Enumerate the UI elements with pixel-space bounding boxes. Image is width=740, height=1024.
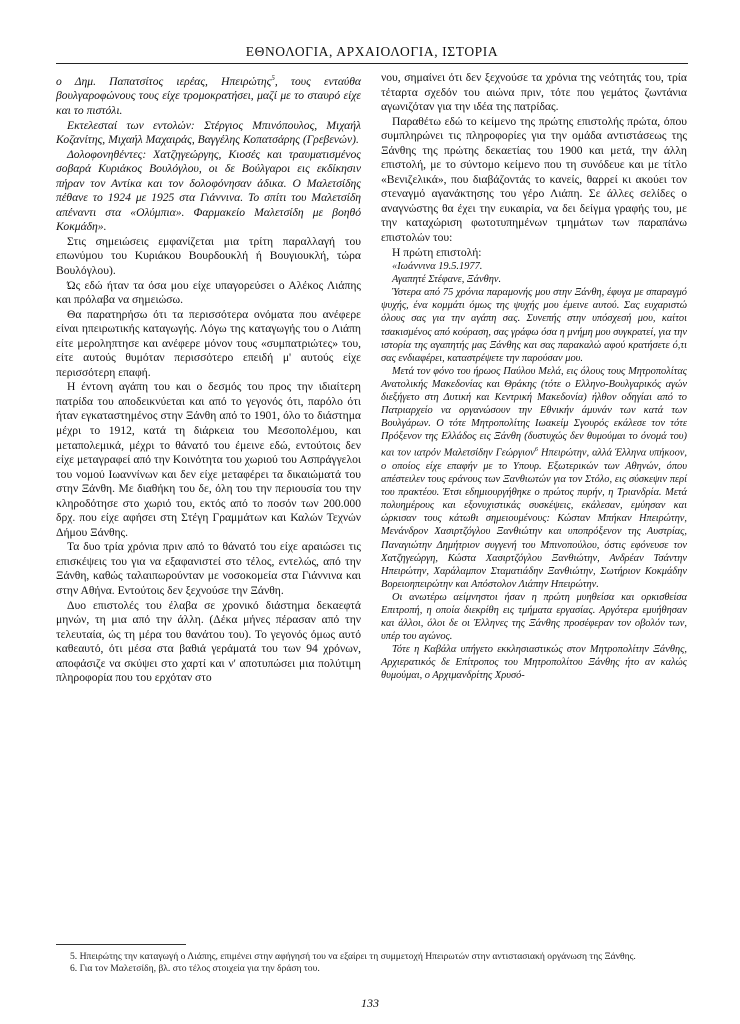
paragraph: Στις σημειώσεις εμφανίζεται μια τρίτη παραλλαγή του επωνύμου του Κυριάκου Βουρδουκλή ή Βουγιουκλή, τώρα Βουλόγλου). <box>56 234 361 277</box>
header-rule <box>56 63 688 64</box>
paragraph: Δολοφονηθέντες: Χατζηγεώργης, Κιοσές και τραυματισμένος σοβαρά Κυριάκος Βουλόγλου, οι δε Βούλγαροι εις εκδίκησιν πήραν τον Αντίκα και τον δολοφόνησαν άδικα. Ο Μαλετσίδης πέθανε το 1924 με 1925 στα Γιάννινα. Το σπίτι του Μαλετσίδη απέναντι στα «Ολύμπια». Φαρμακείο Μαλετσίδη με βοηθό Κοκμάδη». <box>56 147 361 234</box>
footnote: 6. Για τον Μαλετσίδη, βλ. στο τέλος στοιχεία για την δράση του. <box>70 963 320 975</box>
letter-salutation: Αγαπητέ Στέφανε, Ξάνθην. <box>392 274 502 286</box>
paragraph: Θα παρατηρήσω ότι τα περισσότερα ονόματα που ανέφερε είναι ηπειρωτικής καταγωγής. Λόγω της καταγωγής του ο Λιάπη είτε μεροληπτησε και ανέφερε μόνον τους «συμπατριώτες» του, είτε αυτούς θυμόταν περισσότερο επειδή μ' αυτούς είχε περισσότερη επαφή. <box>56 307 361 379</box>
paragraph: Δυο επιστολές του έλαβα σε χρονικό διάστημα δεκαεφτά μηνών, τη μια από την άλλη. (Δέκα μήνες πέρασαν από την τελευταία, ώς τη μέρα του θανάτου του). Το γεγονός όμως αυτό καθεαυτό, ότι μέσα στα βαθιά γεράματά του των 94 χρόνων, αποφάσιζε να σκύψει στο χαρτί και ν' αποτυπώσει μια πολύτιμη πληροφορία που του ερχόταν στο <box>56 598 361 685</box>
paragraph: Παραθέτω εδώ το κείμενο της πρώτης επιστολής πρώτα, όπου συμπληρώνει τις πληροφορίες για την ομάδα αντιστάσεως της Ξάνθης της πρώτης δεκαετίας του 1900 και μετά, την άλλη επιστολή, με το σύντομο κείμενο που τη συνόδευε και με τίτλο «Βενιζελικά», που διαβάζοντάς το κανείς, θαρρεί κι ακούει τον στεναγμό αγανάκτησης του γέρο Λιάπη. Σε άλλες σελίδες ο αναγνώστης θα έχει την ευκαιρία, να δει δείγμα γραφής του, με την καταχώριση φωτοτυπημένων τμημάτων των παραπάνω επιστολών του: <box>381 114 687 245</box>
left-column <box>56 71 361 686</box>
letter-date: «Ιωάννινα 19.5.1977. <box>392 261 483 273</box>
letter-paragraph: Οι ανωτέρω αείμνηστοι ήσαν η πρώτη μυηθείσα και ορκισθείσα Επιτροπή, η οποία διεκρίθη εις τμήματα εργασίας. Αργότερα εμυήθησαν και άλλοι, όλοι δε οι Έλληνες της Ξάνθης προσέφεραν τον οβολόν των, υπέρ του αγώνος. <box>381 591 687 643</box>
footnote: 5. Ηπειρώτης την καταγωγή ο Λιάπης, επιμένει στην αφήγησή του να εξαίρει τη συμμετοχή Ηπειρωτών στην αντιστασιακή οργάνωση της Ξάνθης. <box>70 951 636 962</box>
running-header: ΕΘΝΟΛΟΓΙΑ, ΑΡΧΑΙΟΛΟΓΙΑ, ΙΣΤΟΡΙΑ <box>245 44 499 59</box>
right-column <box>381 71 687 683</box>
paragraph: Εκτελεσταί των εντολών: Στέργιος Μπινόπουλος, Μιχαήλ Κοζανίτης, Μιχαήλ Μαχαιράς, Βαγγέλης Κοπατσάρης (Γρεβενών). <box>56 118 361 147</box>
paragraph: Η έντονη αγάπη του και ο δεσμός του προς την ιδιαίτερη πατρίδα του αποδεικνύεται και από το γεγονός ότι, παρόλο ότι ήταν εγκαταστημένος στην Ξάνθη από το 1901, όλο το διάστημα μέχρι το 1912, κατά τη διάρκεια του Μεσοπολέμου, και μεταπολεμικά, μέχρι το θάνατό του έμεινε εδώ, εντούτοις δεν είχε μεταγραφεί από την Κοινότητα του χωριού του Ασπράγγελοι του νομού Ιωαννίνων και δεν είχε μεταφέρει τα δικαιώματά του στην Ξάνθη. Με διαθήκη του δε, όλη του την περιουσία του την κληροδότησε στο χωριό του, εκτός από το ποσόν των 200.000 δρχ. που είχε αφήσει στη Στέγη Γραμμάτων και Καλών Τεχνών Δήμου Ξάνθης. <box>56 380 361 539</box>
letter-paragraph: Ύστερα από 75 χρόνια παραμονής μου στην Ξάνθη, έφυγα με σπαραγμό ψυχής, ένα κομμάτι όμως της ψυχής μου έμεινε αυτού. Σας ευχαριστώ όλους σας για την αγάπη σας. Συνεπής στην υπόσχεσή μου, καίτοι τσακισμένος από κούραση, σας γράφω όσα η μνήμη μου συγκρατεί, για την ιστορία της αγαπητής μας Ξάνθης και σας παρακαλώ αφού κρατήσετε ό,τι σας ενδιαφέρει, καταστρέψετε την παρούσαν μου. <box>381 287 687 364</box>
paragraph: Ώς εδώ ήταν τα όσα μου είχε υπαγορεύσει ο Αλέκος Λιάπης και πρόλαβα να σημειώσω. <box>56 278 361 307</box>
section-heading: Η πρώτη επιστολή: <box>392 245 482 259</box>
letter-paragraph: Μετά τον φόνο του ήρωος Παύλου Μελά, εις όλους τους Μητροπολίτας Ανατολικής Μακεδονίας και Θράκης (τότε ο Ελληνο-Βουλγαρικός αγών διεξήγετο στη Δυτική και Κεντρική Μακεδονία) ήλθον οδηγίαι από το Πατριαρχείο να οργανώσουν την Εθνικήν άμυνάν των κατά των Βουλγάρων. Ο τότε Μητροπολίτης Ιωακείμ Σγουρός εκάλεσε τον τότε Πρόξενον της Ελλάδος εις Ξάνθη (δυστυχώς δεν θυμούμαι το όνομά του) και τον ιατρόν Μαλετσίδην Γεώργιον$^6$ Ηπειρώτην, αλλά Έλληνα υπήκοον, ο οποίος είχε επαφήν με το Υπουρ. Εξωτερικών των Αθηνών, όπου απέστειλεν τους εράνους των Ξανθιωτών για τον Στόλο, εις σύσκεψιν περί του πρακτέου. Έτσι εδημιουργήθηκε ο πρώτος πυρήν, η Τριανδρία. Μετά πολυημέρους και εξονυχιστικάς συσκέψεις, εκάλεσαν, εμύησαν και ώρκισαν τους κάτωθι σημειουμένους: Κώσταν Μπήκαν Ηπειρώτην, Μενάνδρον Χασιρτζόγλου Ξανθιώτην και υποπρόξενον της Αυστρίας, Παναγιώτην Δημήτριον συγγενή του Μπινοπούλου, όστις εφόνευσε τον Χατζηγεώργη, Κώστα Χασιρτζόγλου Ξανθιώτην, Ανδρέαν Τσάντην Ηπειρώτην, Χαράλαμπον Σταματιάδην Ξανθιώτην, Σωτήριον Κοκμάδην Βορειοηπειρώτην και Απόστολον Λιάπην Ηπειρώτην. <box>381 365 687 590</box>
paragraph: νου, σημαίνει ότι δεν ξεχνούσε τα χρόνια της νεότητάς του, τρία τέταρτα σχεδόν του αιώνα πριν, τότε που γεμάτος ζωντάνια αγωνιζόταν για την ιδέα της πατρίδας. <box>381 71 687 114</box>
paragraph: ο Δημ. Παπατσίτος ιερέας, Ηπειρώτης$^5$, τους ενταύθα βουλγαροφώνους τους είχε τρομοκρατήσει, μαζί με το σταυρό είχε και το πιστόλι. <box>56 74 362 117</box>
footnotes <box>70 951 670 976</box>
paragraph: Τα δυο τρία χρόνια πριν από το θάνατό του είχε αραιώσει τις επισκέψεις του για να εξαφανιστεί στο τέλος, εντελώς, από την Ξάνθη, καθώς ταλαιπωρούνταν με νοσοκομεία στα Γιάννινα και στην Αθήνα. Εντούτοις δεν ξεχνούσε την Ξάνθη. <box>56 540 361 597</box>
letter-paragraph: Τότε η Καβάλα υπήγετο εκκλησιαστικώς στον Μητροπολίτην Ξάνθης, Αρχιερατικός δε Επίτροπος του Μητροπολίτου Ξάνθης ήτο αν καλώς θυμούμαι, ο Αρχιμανδρίτης Χρυσό- <box>381 644 687 682</box>
footnote-rule <box>56 944 186 945</box>
page-number: 133 <box>361 996 379 1010</box>
